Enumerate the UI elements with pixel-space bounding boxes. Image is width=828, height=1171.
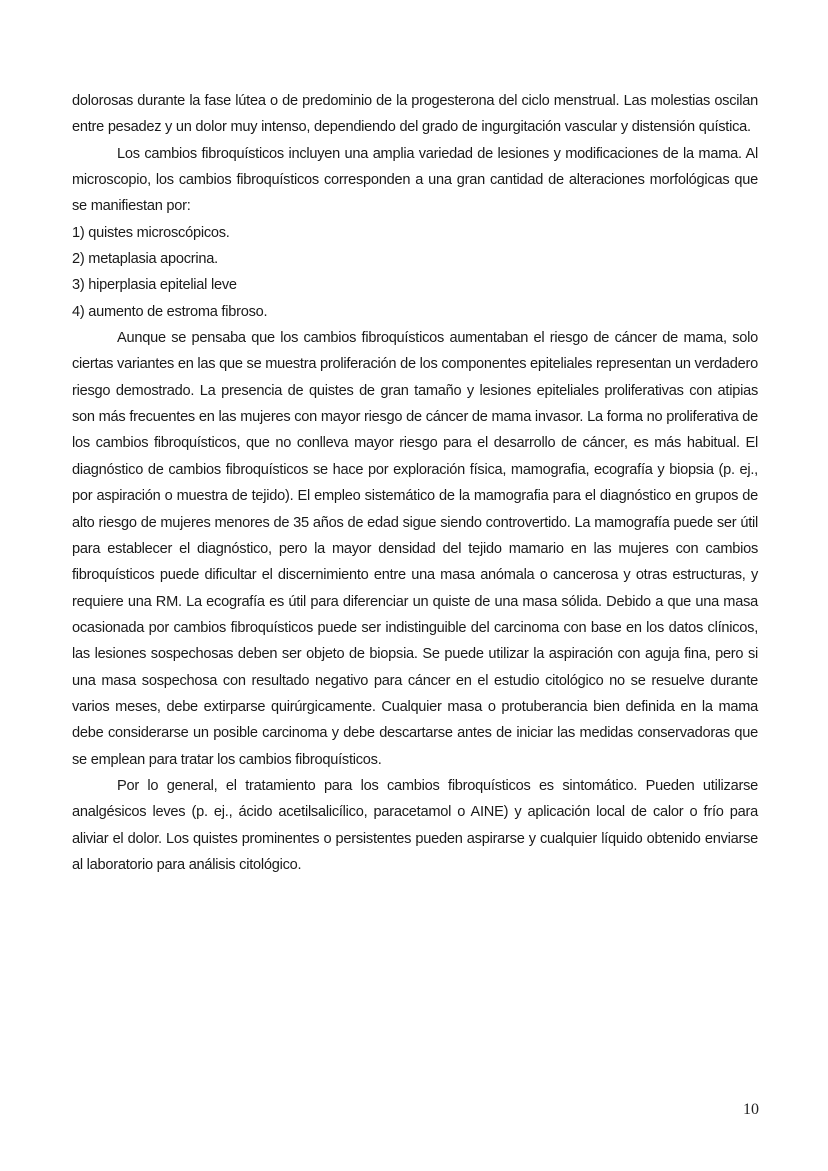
list-item: 1) quistes microscópicos. bbox=[72, 224, 230, 241]
list-item: 2) metaplasia apocrina. bbox=[72, 251, 218, 268]
morphologic-alterations-list bbox=[72, 220, 758, 325]
paragraph-fibrocystic-changes-intro: Los cambios fibroquísticos incluyen una amplia variedad de lesiones y modificaciones de la mama. Al microscopio, los cambios fibroquísticos corresponden a una gran cantidad de alteraciones morfológicas que se manifiestan por: bbox=[72, 145, 758, 215]
list-item: 4) aumento de estroma fibroso. bbox=[72, 303, 268, 320]
paragraph-risk-and-diagnosis: Aunque se pensaba que los cambios fibroquísticos aumentaban el riesgo de cáncer de mama, solo ciertas variantes en las que se muestra proliferación de los componentes epiteliales representan un verdadero riesgo demostrado. La presencia de quistes de gran tamaño y lesiones epiteliales proliferativas con atipias son más frecuentes en las mujeres con mayor riesgo de cáncer de mama invasor. La forma no proliferativa de los cambios fibroquísticos, que no conlleva mayor riesgo para el desarrollo de cáncer, es más habitual. El diagnóstico de cambios fibroquísticos se hace por exploración física, mamografia, ecografía y biopsia (p. ej., por aspiración o muestra de tejido). El empleo sistemático de la mamografia para el diagnóstico en grupos de alto riesgo de mujeres menores de 35 años de edad sigue siendo controvertido. La mamografía puede ser útil para establecer el diagnóstico, pero la mayor densidad del tejido mamario en las mujeres con cambios fibroquísticos puede dificultar el discernimiento entre una masa anómala o cancerosa y otras estructuras, y requiere una RM. La ecografía es útil para diferenciar un quiste de una masa sólida. Debido a que una masa ocasionada por cambios fibroquísticos puede ser indistinguible del carcinoma con base en los datos clínicos, las lesiones sospechosas deben ser objeto de biopsia. Se puede utilizar la aspiración con aguja fina, pero si una masa sospechosa con resultado negativo para cáncer en el estudio citológico no se resuelve durante varios meses, debe extirparse quirúrgicamente. Cualquier masa o protuberancia bien definida en la mama debe considerarse un posible carcinoma y debe descartarse antes de iniciar las medidas conservadoras que se emplean para tratar los cambios fibroquísticos. bbox=[72, 330, 758, 768]
paragraph-symptoms-continuation: dolorosas durante la fase lútea o de predominio de la progesterona del ciclo menstrual. Las molestias oscilan entre pesadez y un dolor muy intenso, dependiendo del grado de ingurgitación vascular y distensión quística. bbox=[72, 93, 758, 136]
page-number: 10 bbox=[743, 1101, 759, 1118]
page-body bbox=[72, 88, 758, 878]
list-item: 3) hiperplasia epitelial leve bbox=[72, 277, 237, 294]
paragraph-treatment: Por lo general, el tratamiento para los cambios fibroquísticos es sintomático. Pueden utilizarse analgésicos leves (p. ej., ácido acetilsalicílico, paracetamol o AINE) y aplicación local de calor o frío para aliviar el dolor. Los quistes prominentes o persistentes pueden aspirarse y cualquier líquido obtenido enviarse al laboratorio para análisis citológico. bbox=[72, 777, 758, 873]
